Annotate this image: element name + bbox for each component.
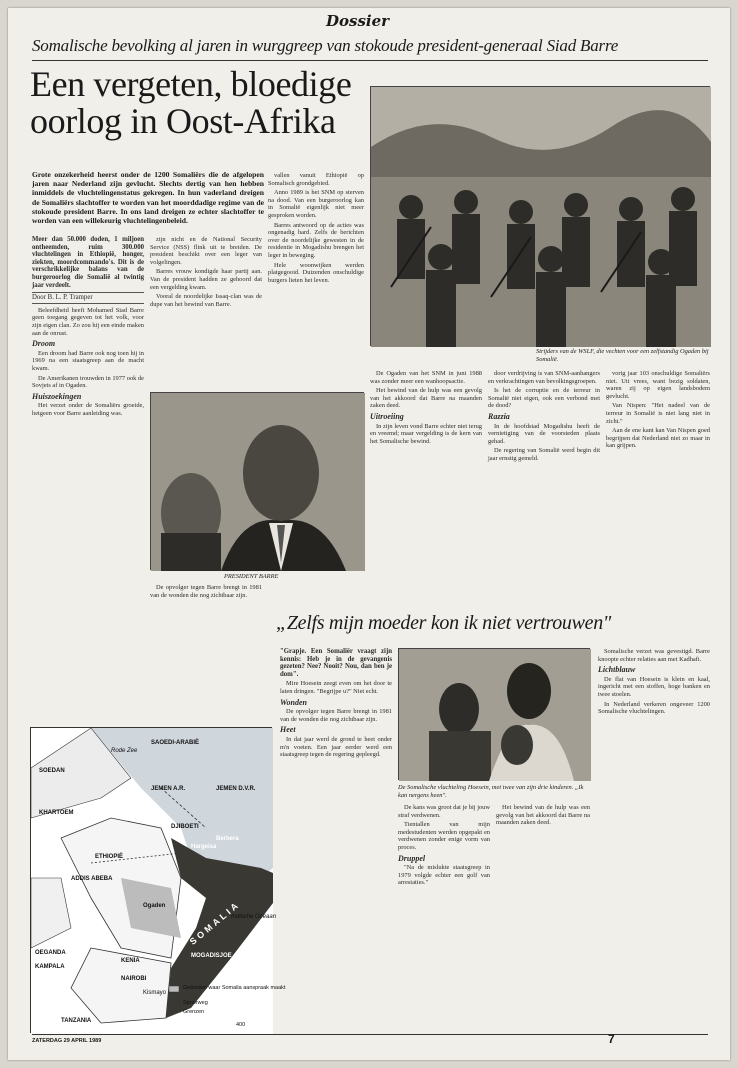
map-label: TANZANIA: [61, 1018, 92, 1024]
paragraph: Aan de ene kant kan Van Nispen goed begrijpen dat Nederland niet zo maar in kan grijpen.: [606, 427, 710, 450]
map-label: KENIA: [121, 958, 140, 964]
byline: Door B. L. P. Tramper: [32, 292, 144, 304]
subheading: Huiszoekingen: [32, 391, 82, 401]
footer-date: ZATERDAG 29 APRIL 1989: [32, 1038, 102, 1044]
map-label: Berbera: [216, 836, 239, 842]
map-label: DJIBOETI: [171, 824, 199, 830]
map-label: Rode Zee: [111, 748, 138, 754]
map-label: SOMALIA: [187, 898, 243, 947]
map-label: OEGANDA: [35, 950, 66, 956]
paragraph: Tientallen van mijn medestudenten werden opgepakt en verdwenen zonder enige vorm van proces.: [398, 821, 490, 851]
map-label: KHARTOEM: [39, 810, 74, 816]
paragraph: De Ogaden van het SNM in juni 1988 was zonder meer een wanhoopsactie.: [370, 370, 482, 385]
article-column-8: [398, 804, 490, 1030]
paragraph: In dat jaar werd de grond te heet onder m'n voeten. Een jaar eerder werd een staatsgreep tegen de regering gepleegd.: [280, 735, 392, 759]
article-column-2: [150, 236, 262, 386]
paragraph: vorig jaar 103 onschuldige Somaliërs niet. Uit vrees, want bezig soldaten, waren zij op eigen landsbodem gevlucht.: [606, 370, 710, 400]
bottom-rule: [32, 1034, 708, 1035]
article-column-6: [606, 370, 710, 602]
article-column-8b: [496, 804, 590, 1030]
soldiers-photo: [370, 86, 710, 346]
paragraph: Vooral de noordelijke Issaq-clan was de dupe van het bewind van Barre.: [150, 293, 262, 308]
newspaper-page: [8, 8, 730, 1060]
article-column-5: [488, 370, 600, 602]
subheading: Wonden: [280, 697, 307, 707]
headline: Een vergeten, bloedige oorlog in Oost-Afrika: [30, 64, 352, 141]
paragraph: "Na de mislukte staatsgreep in 1979 volgde echter een golf van arrestaties.": [398, 864, 490, 887]
subheading: Uitroeiing: [370, 411, 404, 421]
family-photo-graphic: [399, 649, 591, 781]
map-label: SOEDAN: [39, 768, 65, 774]
paragraph: Het bewind van de hulp was een gevolg van het akkoord dat Barre na maanden zaken deed.: [496, 804, 590, 827]
map-label: NAIROBI: [121, 976, 147, 982]
map-legend-area: Gebieden waar Somalia aanspraak maakt: [183, 985, 286, 991]
map-legend-rail: Spoorweg: [183, 1000, 208, 1006]
article-column-9: [598, 648, 710, 1030]
paragraph: Barres vrouw kondigde haar partij aan. Van de president hadden ze gehoord dat een vergelding kwam.: [150, 268, 262, 291]
paragraph: zijn nicht en de National Security Service (NSS) flink uit te breiden. De president beschikt over een leger van volgelingen.: [150, 236, 262, 266]
paragraph: In de hoofdstad Mogadishu heeft de vernietiging van de voorsteden plaats gehad.: [488, 422, 600, 445]
map-label: ETHIOPIË: [95, 854, 124, 860]
paragraph: Barres antwoord op de acties was ongenadig hard. Zelfs de berichten over de noordelijke gewesten in de residentie in Mogadishu brengen het leger in beweging.: [268, 221, 364, 259]
paragraph: Een droom had Barre ook nog toen hij in 1969 na een staatsgreep aan de macht kwam.: [32, 349, 144, 372]
subheading: Droom: [32, 339, 56, 349]
subheading: Druppel: [398, 853, 426, 863]
paragraph: De regering van Somalië werd begin dit jaar ernstig gemeld.: [488, 447, 600, 462]
pull-quote: „Zelfs mijn moeder kon ik niet vertrouwen": [276, 612, 612, 634]
subheading: Lichtblauw: [598, 665, 636, 675]
paragraph: Hele woonwijken werden platgegooid. Duizenden onschuldige burgers lieten het leven.: [268, 261, 364, 284]
map-label: SAOEDI-ARABIË: [151, 740, 200, 746]
map-label: Kismayo: [143, 990, 167, 996]
column-lead: "Grapje. Een Somaliër vraagt zijn kennis: Heb je in de gevangenis gezeten? Nee? Nooit? Nou, dan ben je dom".: [280, 648, 392, 678]
map-label: KAMPALA: [35, 964, 65, 970]
paragraph: Van Nispen: "Het nadeel van de terreur in Somalië is niet lang niet in zicht.": [606, 402, 710, 425]
map-label: Hargeisa: [191, 844, 217, 850]
paragraph: door verdrijving is van SNM-aanhangers en verkrachtingen van bevolkingsgroepen.: [488, 370, 600, 385]
article-column-1: [32, 236, 144, 696]
paragraph: Beleefdheid heeft Mohamed Siad Barre geen toegang gegeven tot het volk, voor zijn eigen clan. Zo zou hij een einde maken aan de onrust.: [32, 306, 144, 337]
horn-of-africa-map: [30, 727, 286, 1033]
caption-text: Strijders van de WSLF, die vechten voor een zelfstandig Ogaden bij Somalië.: [536, 348, 709, 363]
intro-paragraph: Grote onzekerheid heerst onder de 1200 Somaliërs die de afgelopen jaren naar Nederland zijn gevlucht. Slechts dertig van hen hebben inmiddels de vluchtelingenstatus gekregen. In hun vaderland dreigen de Somaliërs slachtoffer te worden van het moorddadige regime van de stokoude president Barre. In ons land dreigen ze echter slachtoffer te worden van een willekeurig vluchtelingenbeleid.: [32, 170, 264, 226]
paragraph: Anno 1989 is het SNM op sterven na dood. Van een burgeroorlog kan in Somalië eigenlijk niet meer gesproken worden.: [268, 189, 364, 219]
column-lead: Meer dan 50.000 doden, 1 miljoen ontheemden, ruim 300.000 vluchtelingen in Ethiopië, honger, ziekten, moordcommando's. Dit is de verschrikkelijke balans van de burgeroorlog die Somalië al twintig jaar verdeelt.: [32, 236, 144, 289]
caption-text: PRESIDENT BARRE: [224, 573, 279, 580]
subheading: Razzia: [488, 411, 510, 421]
paragraph: De opvolger tegen Barre brengt in 1981 van de wonden die nog zichtbaar zijn.: [150, 584, 262, 599]
paragraph: Het bewind van de hulp was een gevolg van het akkoord dat Barre na maanden zaken deed.: [370, 387, 482, 410]
masthead: Dossier: [326, 12, 390, 30]
map-label: ADDIS ABEBA: [71, 876, 113, 882]
soldiers-photo-caption: [536, 348, 710, 363]
kicker: Somalische bevolking al jaren in wurggreep van stokoude president-generaal Siad Barre: [32, 36, 619, 55]
map-label: MOGADISJOE: [191, 953, 232, 959]
map-label: JEMEN D.V.R.: [216, 786, 256, 792]
top-rule: [32, 60, 708, 61]
paragraph: De Amerikanen trouwden in 1977 ook de Sovjets af in Ogaden.: [32, 374, 144, 390]
barre-photo-caption: [224, 573, 364, 581]
article-column-3: [268, 172, 364, 384]
article-column-7: [280, 648, 392, 1030]
map-scale: 400: [236, 1022, 246, 1028]
paragraph: Mire Hoesein zeegt even om het door te laten dringen. "Begrijpe u?" Niet echt.: [280, 680, 392, 695]
paragraph: De opvolger tegen Barre brengt in 1981 van de wonden die nog zichtbaar zijn.: [280, 708, 392, 723]
article-column-2-lower: [150, 584, 262, 724]
article-column-4: [370, 370, 482, 602]
paragraph: In zijn leven vond Barre echter niet terug en vreemd; maar vergelding is de kern van het Somalische bewind.: [370, 422, 482, 445]
map-legend-border: Grenzen: [183, 1009, 205, 1015]
subheading: Heet: [280, 725, 296, 735]
paragraph: Is het de corruptie en de terreur in Somalië niet eigen, ook een verbond met de dood?: [488, 387, 600, 410]
barre-photo: [150, 392, 364, 570]
soldiers-photo-graphic: [371, 87, 711, 347]
map-label: Indische Oceaan: [231, 914, 277, 920]
page-number: 7: [608, 1032, 615, 1046]
paragraph: Het verzet onder de Somaliërs groeide, hetgeen voor Barre aanleiding was.: [32, 402, 144, 417]
paragraph: In Nederland verkeren ongeveer 1200 Somalische vluchtelingen.: [598, 700, 710, 716]
family-photo-caption: [398, 784, 590, 799]
paragraph: vallen vanuit Ethiopië op Somalisch grondgebied.: [268, 172, 364, 187]
paragraph: De kans was groot dat je bij jouw straf verdwenen.: [398, 804, 490, 819]
family-photo: [398, 648, 590, 780]
map-label: JEMEN A.R.: [151, 786, 186, 792]
map-label: Ogaden: [143, 903, 166, 909]
paragraph: De flat van Hoesein is klein en kaal, ingericht met een stoffen, hoge banken en twee stoelen.: [598, 675, 710, 698]
caption-text: De Somalische vluchteling Hoesein, met twee van zijn drie kinderen. „Ik kan nergens heen".: [398, 784, 584, 799]
paragraph: Somalische verzet was gevestigd. Barre knoopte echter relaties aan met Kadhafi.: [598, 648, 710, 663]
barre-photo-graphic: [151, 393, 365, 571]
